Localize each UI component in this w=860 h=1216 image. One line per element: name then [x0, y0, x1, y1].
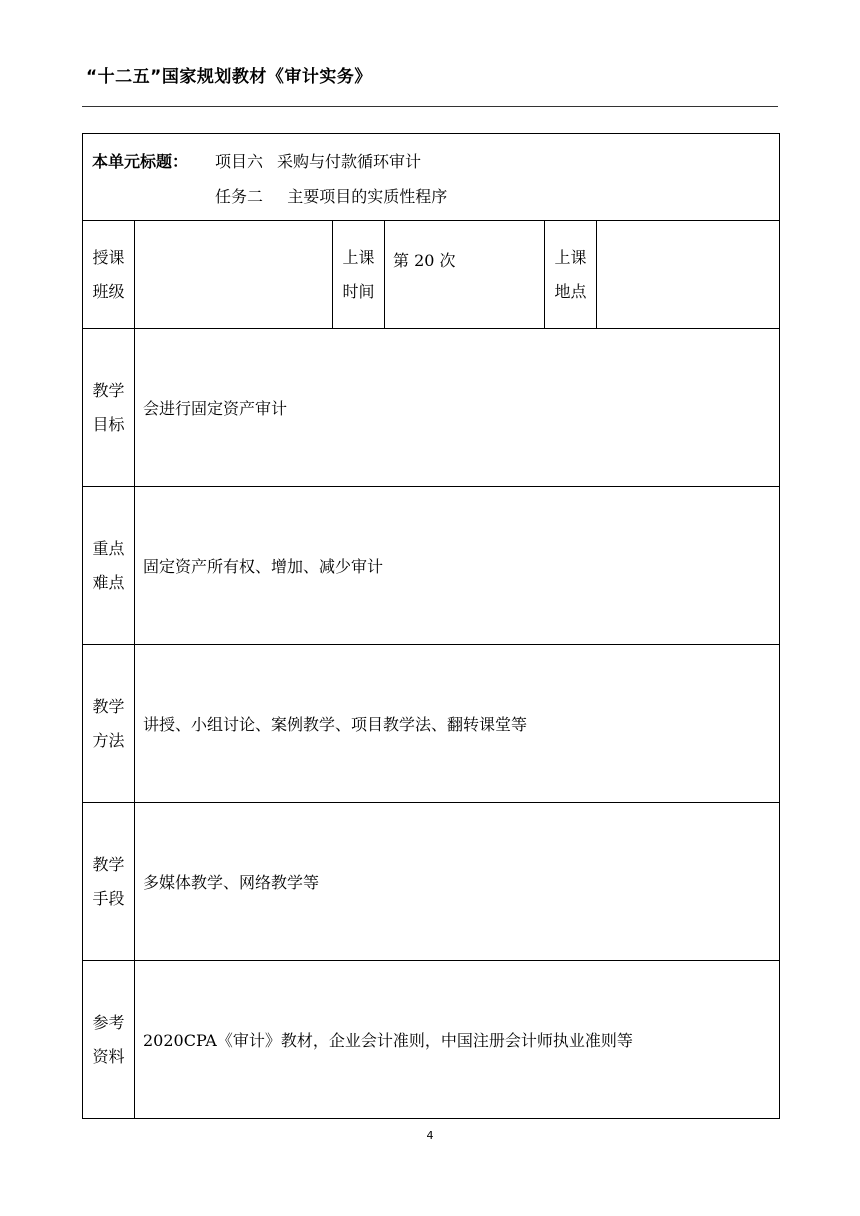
document-header-title: “十二五”国家规划教材《审计实务》: [86, 67, 372, 87]
project-name: 采购与付款循环审计: [277, 152, 422, 171]
key-difficulty-row: [83, 487, 780, 645]
task-name: 主要项目的实质性程序: [287, 187, 448, 206]
row-value: 固定资产所有权、增加、减少审计: [135, 487, 780, 645]
row-value: 讲授、小组讨论、案例教学、项目教学法、翻转课堂等: [135, 645, 780, 803]
row-value: 会进行固定资产审计: [135, 329, 780, 487]
page-number: 4: [426, 1129, 434, 1142]
row-label: 教学 目标: [83, 329, 135, 487]
time-value: 第 20 次: [385, 221, 545, 329]
teaching-method-row: [83, 645, 780, 803]
class-info-row: [83, 221, 780, 329]
header-rule: [82, 106, 778, 107]
row-label: 参考 资料: [83, 961, 135, 1119]
row-value: 多媒体教学、网络教学等: [135, 803, 780, 961]
unit-title-label: 本单元标题：: [92, 152, 189, 171]
row-label: 教学 方法: [83, 645, 135, 803]
reference-material-row: [83, 961, 780, 1119]
class-label: 授课 班级: [83, 221, 135, 329]
task-code: 任务二: [215, 187, 264, 206]
class-value: [135, 221, 333, 329]
place-value: [597, 221, 780, 329]
row-label: 教学 手段: [83, 803, 135, 961]
project-code: 项目六: [215, 152, 264, 171]
row-value: 2020CPA《审计》教材，企业会计准则，中国注册会计师执业准则等: [135, 961, 780, 1119]
lesson-plan-table: [82, 133, 780, 1119]
teaching-objective-row: [83, 329, 780, 487]
place-label: 上课 地点: [545, 221, 597, 329]
time-label: 上课 时间: [333, 221, 385, 329]
row-label: 重点 难点: [83, 487, 135, 645]
unit-title-row: [83, 134, 780, 221]
teaching-means-row: [83, 803, 780, 961]
unit-title-cell: [83, 134, 780, 221]
